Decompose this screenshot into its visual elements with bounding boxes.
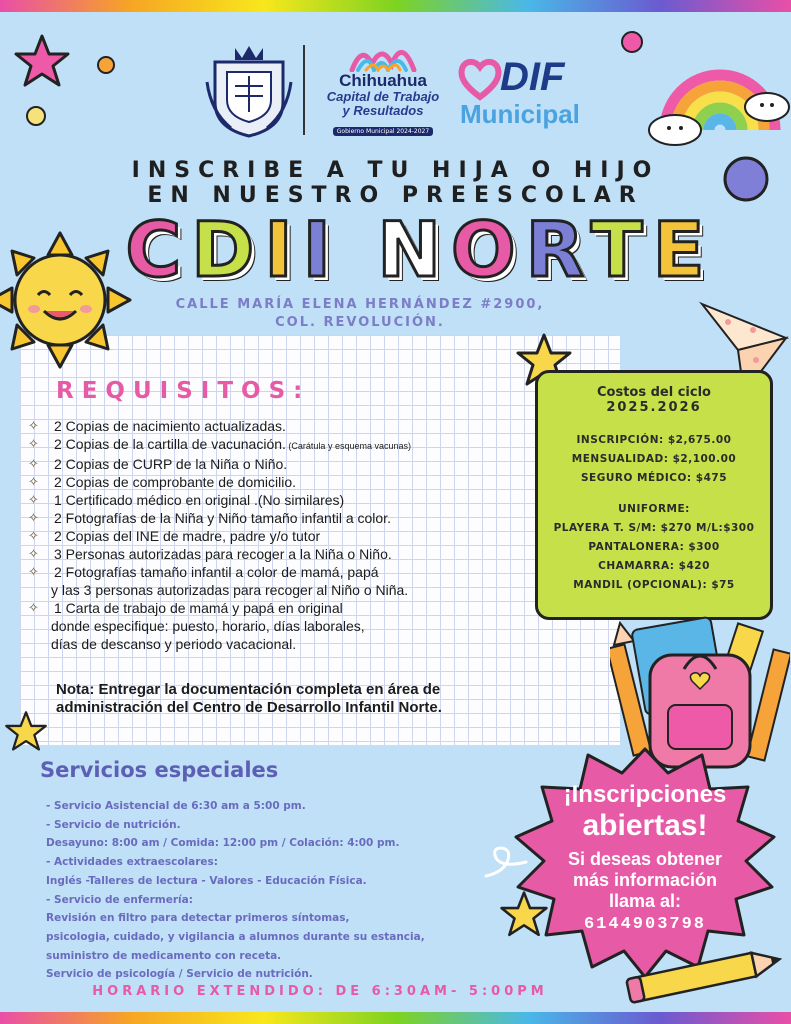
requisito-text: 1 Carta de trabajo de mamá y papá en original bbox=[54, 600, 343, 616]
bottom-rainbow-bar bbox=[0, 1012, 791, 1024]
cost-mensualidad: MENSUALIDAD: $2,100.00 bbox=[571, 453, 737, 465]
info-line1: Si deseas obtener bbox=[567, 849, 723, 869]
costs-title: Costos del ciclo bbox=[597, 385, 711, 400]
servicio-line: Revisión en filtro para detectar primeros síntomas, bbox=[46, 912, 350, 925]
list-item bbox=[28, 527, 548, 545]
title-letter bbox=[341, 205, 377, 294]
address-line2: COL. REVOLUCIÓN. bbox=[275, 315, 445, 330]
requisito-text: y las 3 personas autorizadas para recoger al Niño o Niña. bbox=[51, 582, 409, 598]
sparkle-icon: ✧ bbox=[28, 456, 39, 471]
requisito-text: 2 Copias de CURP de la Niña o Niño. bbox=[54, 456, 288, 472]
requisito-note: (Carátula y esquema vacunas) bbox=[285, 441, 411, 451]
list-item bbox=[28, 545, 548, 563]
title-letter: O bbox=[451, 205, 526, 294]
chihuahua-logo-tagline: Gobierno Municipal 2024-2027 bbox=[333, 127, 433, 136]
inscripciones-line2: abiertas! bbox=[582, 809, 708, 842]
requisito-text: 1 Certificado médico en original .(No similares) bbox=[54, 492, 345, 508]
rainbow-icon bbox=[645, 35, 790, 150]
list-item bbox=[28, 599, 548, 617]
note-line: Nota: Entregar la documentación completa en área de bbox=[56, 681, 441, 698]
list-item bbox=[28, 455, 548, 473]
title-letter: C bbox=[125, 205, 192, 294]
sparkle-icon: ✧ bbox=[28, 528, 39, 543]
inscripciones-text bbox=[515, 781, 775, 934]
requisito-text: 3 Personas autorizadas para recoger a la Niña o Niño. bbox=[54, 546, 392, 562]
servicio-line: - Actividades extraescolares: bbox=[46, 856, 218, 869]
cost-playera: PLAYERA T. S/M: $270 M/L:$300 bbox=[553, 522, 755, 534]
logo-divider bbox=[303, 45, 305, 135]
info-line2: más información bbox=[572, 870, 718, 890]
cost-chamarra: CHAMARRA: $420 bbox=[598, 560, 710, 572]
requisito-text: 2 Fotografías de la Niña y Niño tamaño infantil a color. bbox=[54, 510, 391, 526]
list-item-continuation bbox=[28, 617, 548, 635]
address-line1: CALLE MARÍA ELENA HERNÁNDEZ #2900, bbox=[175, 297, 545, 312]
headline-line2: EN NUESTRO PREESCOLAR bbox=[147, 183, 644, 208]
top-rainbow-bar bbox=[0, 0, 791, 12]
municipal-seal-logo bbox=[205, 42, 293, 138]
yellow-dot-icon bbox=[25, 105, 47, 127]
sparkle-icon: ✧ bbox=[28, 474, 39, 489]
info-line3: llama al: bbox=[608, 891, 682, 911]
orange-dot-icon bbox=[96, 55, 116, 75]
servicios-title: Servicios especiales bbox=[40, 758, 279, 782]
requisitos-list bbox=[28, 417, 548, 653]
requisito-text: 2 Fotografías tamaño infantil a color de mamá, papá bbox=[54, 564, 379, 580]
phone-number[interactable]: 6144903798 bbox=[583, 915, 707, 934]
sparkle-icon: ✧ bbox=[28, 564, 39, 579]
servicio-line: Desayuno: 8:00 am / Comida: 12:00 pm / Colación: 4:00 pm. bbox=[46, 837, 400, 850]
requisitos-title: REQUISITOS: bbox=[56, 378, 311, 404]
chihuahua-logo-line3: y Resultados bbox=[342, 103, 424, 118]
chihuahua-logo-line2: Capital de Trabajo bbox=[326, 89, 440, 104]
dif-municipal-logo bbox=[458, 55, 598, 135]
note-line: administración del Centro de Desarrollo Infantil Norte. bbox=[56, 699, 442, 716]
sparkle-icon: ✧ bbox=[28, 510, 39, 525]
list-item-continuation bbox=[28, 581, 548, 599]
requisito-text: días de descanso y periodo vacacional. bbox=[51, 636, 297, 652]
servicio-line: - Servicio de nutrición. bbox=[46, 818, 181, 831]
sparkle-icon: ✧ bbox=[28, 436, 39, 451]
sparkle-icon: ✧ bbox=[28, 600, 39, 615]
costs-box bbox=[535, 370, 773, 620]
servicio-line: Inglés -Talleres de lectura - Valores - Educación Física. bbox=[46, 874, 367, 887]
chihuahua-logo-title: Chihuahua bbox=[339, 71, 427, 90]
requisito-text: 2 Copias de la cartilla de vacunación. bbox=[54, 436, 286, 452]
servicio-line: Servicio de psicología / Servicio de nutrición. bbox=[46, 968, 313, 981]
costs-cycle: 2025.2026 bbox=[606, 400, 702, 415]
title-letter: I bbox=[302, 205, 341, 294]
cost-mandil: MANDIL (OPCIONAL): $75 bbox=[573, 579, 735, 591]
cost-pantalonera: PANTALONERA: $300 bbox=[588, 541, 720, 553]
title-letter: I bbox=[264, 205, 303, 294]
cost-seguro: SEGURO MÉDICO: $475 bbox=[581, 472, 727, 484]
dif-logo-subtitle: Municipal bbox=[460, 99, 580, 129]
list-item-continuation bbox=[28, 635, 548, 653]
sparkle-icon: ✧ bbox=[28, 492, 39, 507]
pink-star-icon bbox=[12, 32, 72, 92]
servicio-line: suministro de medicamento con receta. bbox=[46, 949, 282, 962]
list-item bbox=[28, 491, 548, 509]
documentation-note bbox=[56, 681, 536, 717]
requisito-text: 2 Copias de comprobante de domicilio. bbox=[54, 474, 297, 490]
chihuahua-mountains-icon bbox=[348, 42, 418, 72]
list-item bbox=[28, 435, 548, 455]
uniform-heading: UNIFORME: bbox=[618, 503, 690, 515]
list-item bbox=[28, 417, 548, 435]
heart-logo-icon bbox=[458, 57, 502, 101]
pencil-icon bbox=[625, 945, 785, 1005]
sparkle-icon: ✧ bbox=[28, 546, 39, 561]
chihuahua-logo bbox=[318, 42, 448, 142]
title-letter: D bbox=[191, 205, 265, 294]
school-name-title bbox=[100, 205, 740, 294]
servicio-line: psicologia, cuidado, y vigilancia a alumnos durante su estancia, bbox=[46, 930, 425, 943]
servicio-line: - Servicio de enfermería: bbox=[46, 893, 193, 906]
headline-line1: INSCRIBE A TU HIJA O HIJO bbox=[131, 158, 660, 183]
dif-logo-title: DIF bbox=[500, 55, 565, 99]
cost-inscripcion: INSCRIPCIÓN: $2,675.00 bbox=[576, 434, 732, 446]
sparkle-icon: ✧ bbox=[28, 418, 39, 433]
servicio-line: - Servicio Asistencial de 6:30 am a 5:00 pm. bbox=[46, 800, 306, 812]
servicios-list bbox=[46, 797, 506, 984]
title-letter: T bbox=[590, 205, 653, 294]
inscripciones-line1: ¡Inscripciones bbox=[563, 781, 727, 808]
list-item bbox=[28, 509, 548, 527]
requisito-text: 2 Copias del INE de madre, padre y/o tutor bbox=[54, 528, 321, 544]
title-letter: N bbox=[377, 205, 452, 294]
title-letter: E bbox=[652, 205, 715, 294]
list-item bbox=[28, 563, 548, 581]
horario-extendido: HORARIO EXTENDIDO: DE 6:30AM- 5:00PM bbox=[92, 984, 548, 999]
yellow-star-small-icon bbox=[3, 710, 49, 754]
list-item bbox=[28, 473, 548, 491]
requisito-text: donde especifique: puesto, horario, días laborales, bbox=[51, 618, 365, 634]
requisito-text: 2 Copias de nacimiento actualizadas. bbox=[54, 418, 286, 434]
pink-dot-icon bbox=[620, 30, 644, 54]
title-letter: R bbox=[525, 205, 591, 294]
